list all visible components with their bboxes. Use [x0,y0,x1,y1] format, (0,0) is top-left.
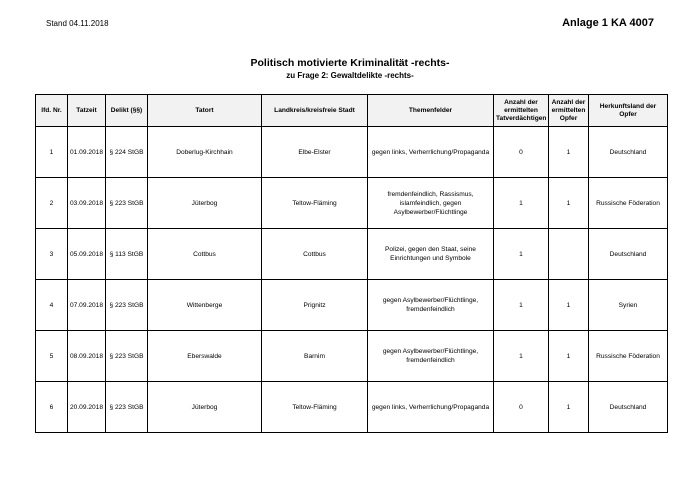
cell-nr: 5 [36,331,68,382]
cell-tatverdaechtige: 0 [494,127,549,178]
cell-nr: 2 [36,178,68,229]
cell-herkunftsland: Syrien [589,280,668,331]
header-herkunftsland: Herkunftsland der Opfer [589,95,668,127]
cell-opfer: 1 [549,127,589,178]
header-delikt: Delikt (§§) [106,95,148,127]
cell-themenfelder: Polizei, gegen den Staat, seine Einrichtungen und Symbole [368,229,494,280]
cell-tatzeit: 05.09.2018 [68,229,106,280]
cell-nr: 4 [36,280,68,331]
cell-themenfelder: gegen Asylbewerber/Flüchtlinge, fremdenfeindlich [368,280,494,331]
cell-tatverdaechtige: 1 [494,331,549,382]
cell-herkunftsland: Deutschland [589,229,668,280]
cell-landkreis: Prignitz [262,280,368,331]
cell-landkreis: Barnim [262,331,368,382]
header-themenfelder: Themenfelder [368,95,494,127]
header-tatort: Tatort [148,95,262,127]
cell-delikt: § 223 StGB [106,280,148,331]
cell-tatort: Eberswalde [148,331,262,382]
cell-tatverdaechtige: 1 [494,280,549,331]
cell-themenfelder: gegen links, Verherrlichung/Propaganda [368,382,494,433]
cell-herkunftsland: Deutschland [589,127,668,178]
cell-opfer: 1 [549,280,589,331]
cell-delikt: § 223 StGB [106,331,148,382]
cell-nr: 6 [36,382,68,433]
table-header-row [36,95,668,127]
cell-tatzeit: 07.09.2018 [68,280,106,331]
cell-nr: 1 [36,127,68,178]
cell-tatzeit: 01.09.2018 [68,127,106,178]
cell-opfer: 1 [549,331,589,382]
document-subtitle: zu Frage 2: Gewaltdelikte -rechts- [286,71,414,80]
cell-nr: 3 [36,229,68,280]
table-row [36,382,668,433]
cell-tatzeit: 08.09.2018 [68,331,106,382]
cell-tatzeit: 20.09.2018 [68,382,106,433]
table-row [36,127,668,178]
table-row [36,178,668,229]
document-date: Stand 04.11.2018 [46,19,109,28]
cell-landkreis: Teltow-Fläming [262,382,368,433]
cell-themenfelder: fremdenfeindlich, Rassismus, islamfeindlich, gegen Asylbewerber/Flüchtlinge [368,178,494,229]
cell-landkreis: Cottbus [262,229,368,280]
cell-tatort: Wittenberge [148,280,262,331]
table-row [36,229,668,280]
cell-tatort: Jüterbog [148,382,262,433]
cell-herkunftsland: Deutschland [589,382,668,433]
cell-tatort: Cottbus [148,229,262,280]
cell-opfer: 1 [549,382,589,433]
document-title: Politisch motivierte Kriminalität -rechts- [250,57,450,69]
cell-themenfelder: gegen Asylbewerber/Flüchtlinge, fremdenfeindlich [368,331,494,382]
cell-landkreis: Elbe-Elster [262,127,368,178]
header-tatzeit: Tatzeit [68,95,106,127]
cell-delikt: § 223 StGB [106,382,148,433]
cell-tatverdaechtige: 1 [494,178,549,229]
header-lfd-nr: lfd. Nr. [36,95,68,127]
cell-herkunftsland: Russische Föderation [589,178,668,229]
cell-herkunftsland: Russische Föderation [589,331,668,382]
header-landkreis: Landkreis/kreisfreie Stadt [262,95,368,127]
annex-label: Anlage 1 KA 4007 [562,17,654,29]
table-row [36,280,668,331]
cell-delikt: § 224 StGB [106,127,148,178]
cell-tatverdaechtige: 1 [494,229,549,280]
cell-tatzeit: 03.09.2018 [68,178,106,229]
cell-themenfelder: gegen links, Verherrlichung/Propaganda [368,127,494,178]
cell-tatort: Jüterbog [148,178,262,229]
cell-tatverdaechtige: 0 [494,382,549,433]
table-row [36,331,668,382]
header-opfer: Anzahl der ermittelten Opfer [549,95,589,127]
offense-table [35,94,668,433]
header-tatverdaechtige: Anzahl der ermittelten Tatverdächtigen [494,95,549,127]
cell-delikt: § 113 StGB [106,229,148,280]
cell-landkreis: Teltow-Fläming [262,178,368,229]
cell-opfer [549,229,589,280]
cell-delikt: § 223 StGB [106,178,148,229]
cell-opfer: 1 [549,178,589,229]
cell-tatort: Doberlug-Kirchhain [148,127,262,178]
